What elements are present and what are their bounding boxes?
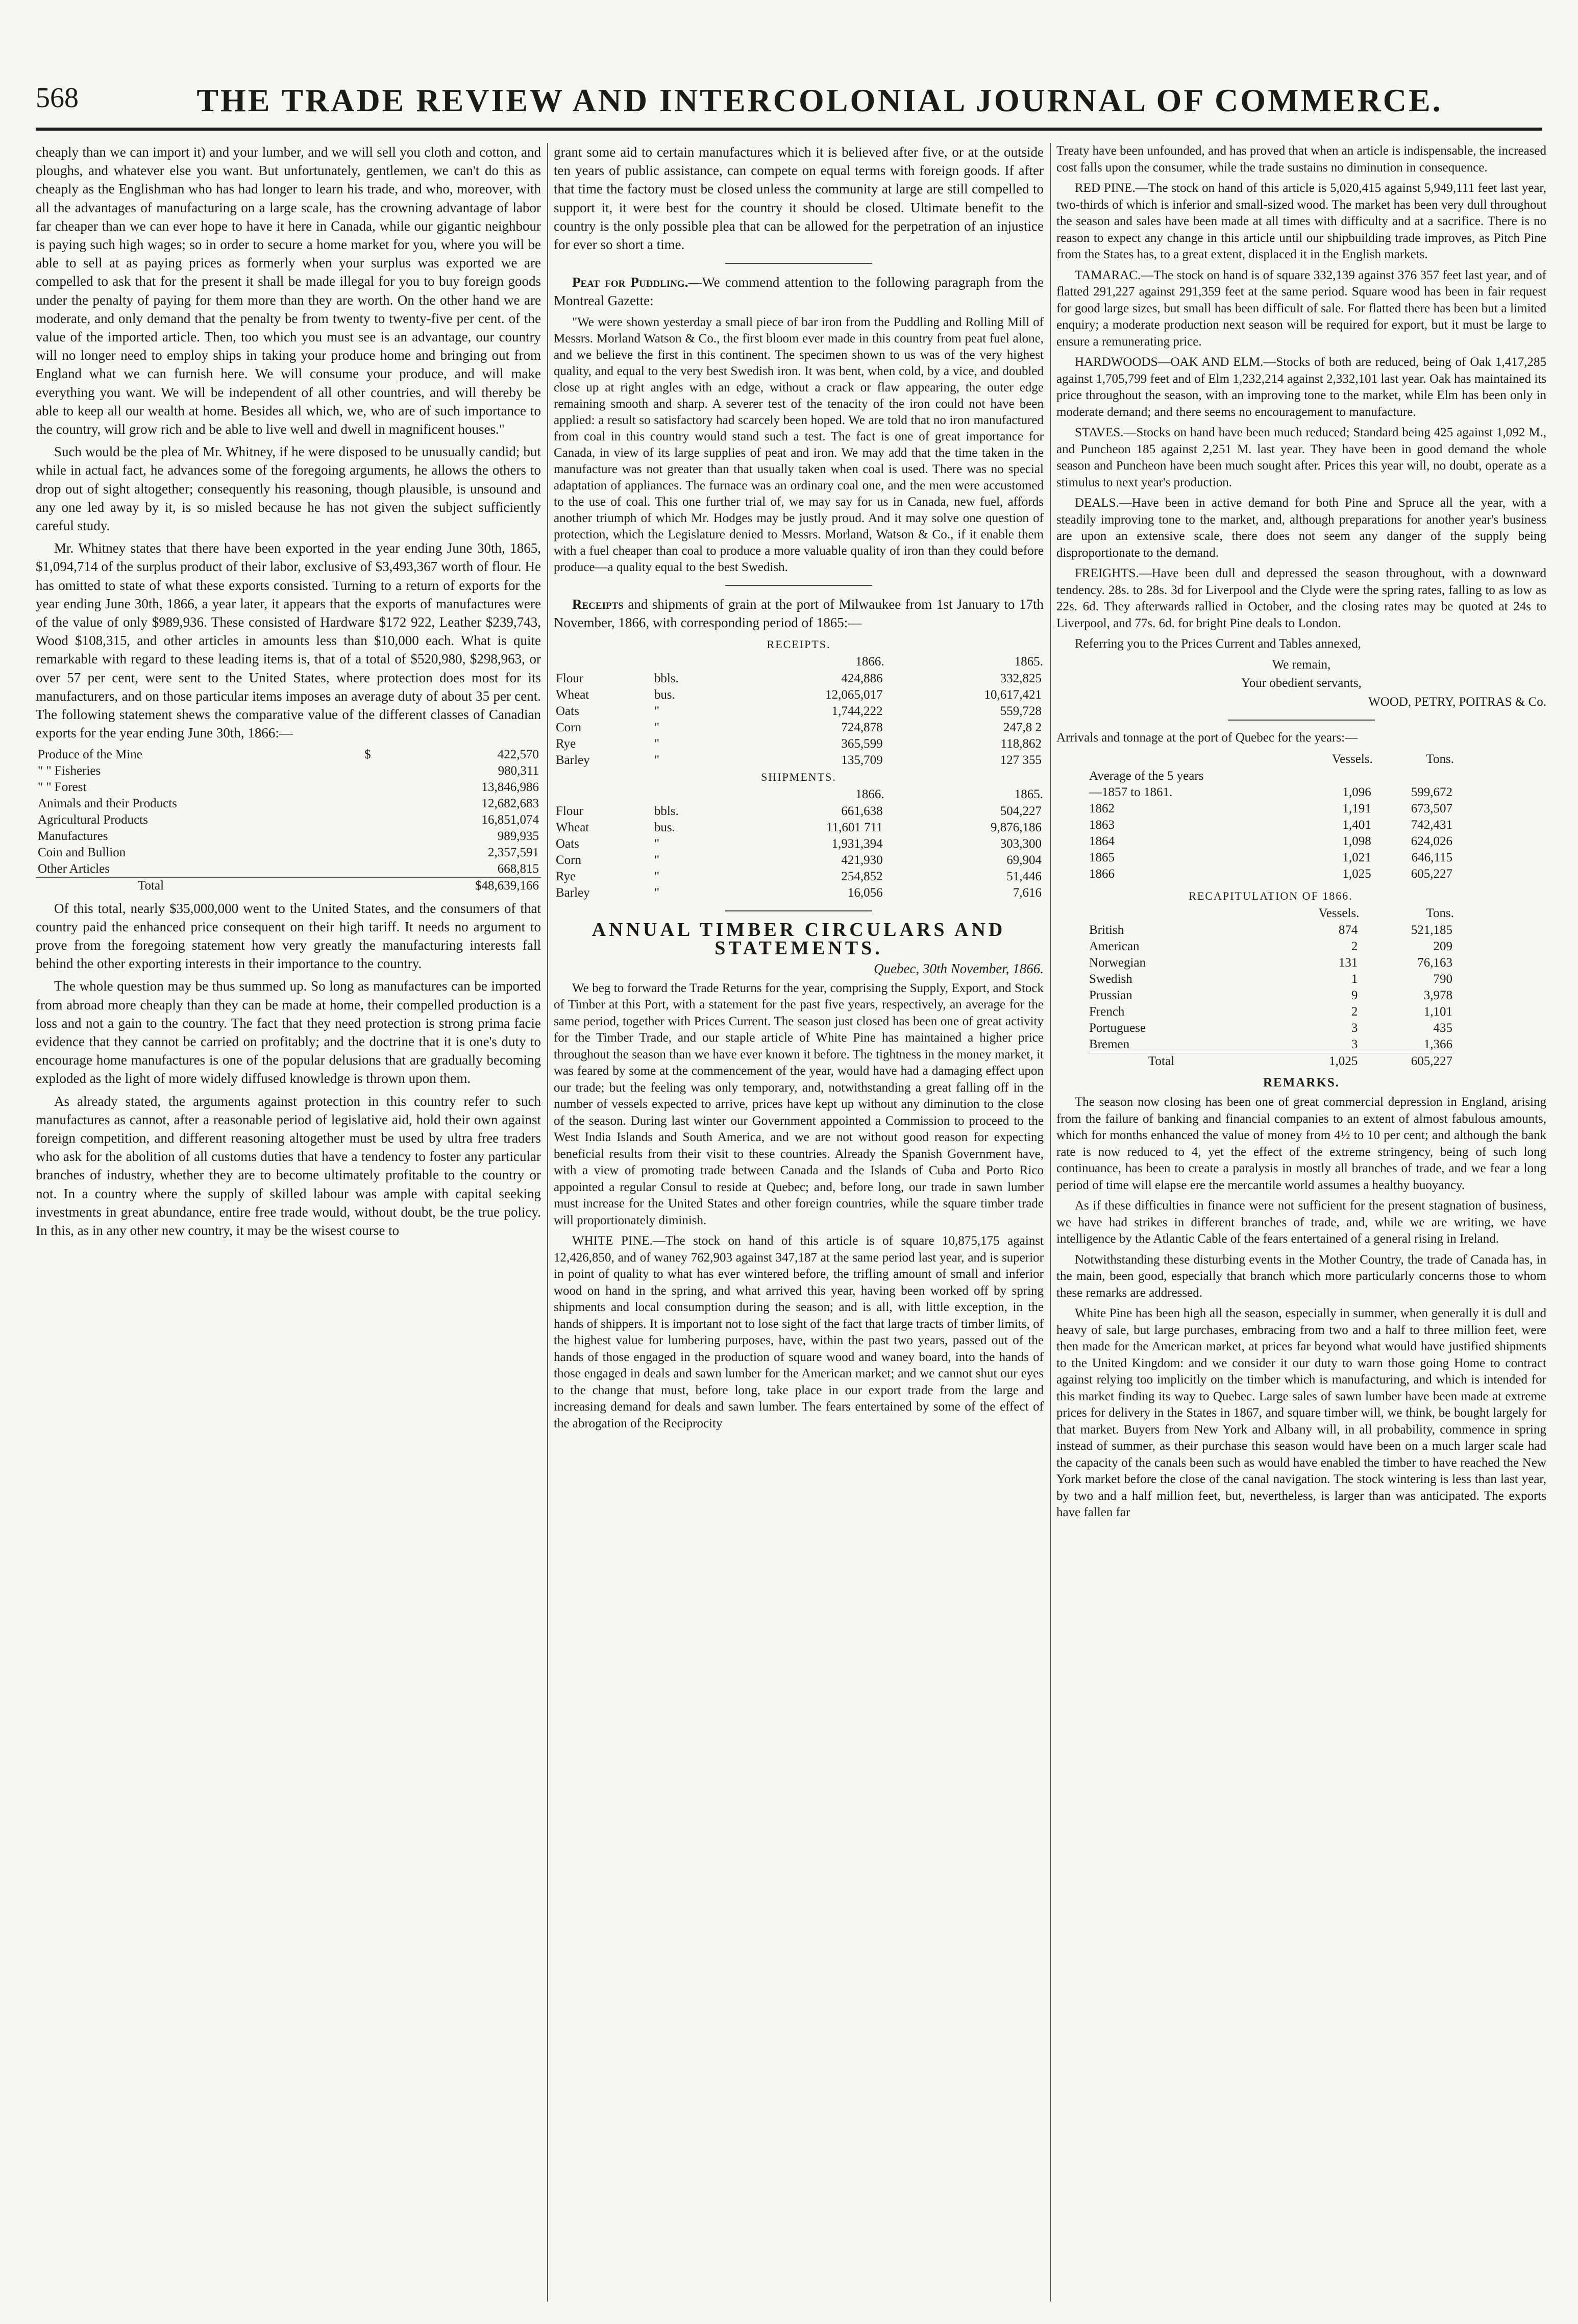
table-cell: —1857 to 1861.	[1089, 785, 1173, 799]
table-cell: Corn	[556, 721, 581, 735]
section-rule	[725, 263, 872, 264]
table-cell	[1299, 768, 1373, 784]
table-cell: 435	[1433, 1021, 1452, 1035]
paragraph: The whole question may be thus summed up. So long as manufactures can be imported from abroad more cheaply than they can be made at home, their compelled production is a loss and not a gain to the country. The fact that they need protection is strong prima facie evidence that they cannot be carried on profitably; and the doctrine that it is one's duty to encourage home manufactures is one of the popular delusions that are gradually becoming exploded as the light of more widely diffused knowledge is thrown upon them.	[36, 978, 541, 1086]
table-cell: 724,878	[841, 721, 883, 735]
table-row	[36, 861, 541, 878]
table-cell	[362, 763, 386, 779]
table-cell: Wheat	[556, 688, 589, 702]
table-cell: "	[654, 853, 660, 868]
table-cell: bus.	[654, 821, 675, 835]
table-cell: "	[654, 721, 660, 735]
table-row	[1087, 784, 1454, 801]
table-cell: bbls.	[654, 672, 679, 686]
table-row	[1087, 817, 1454, 833]
journal-title: THE TRADE REVIEW AND INTERCOLONIAL JOURNAL OF COMMERCE.	[196, 82, 1443, 118]
table-cell: 790	[1433, 972, 1452, 986]
paragraph	[554, 273, 1044, 310]
table-row	[36, 779, 541, 796]
masthead	[36, 77, 1542, 131]
table-row	[554, 803, 1044, 820]
table-cell: 742,431	[1411, 818, 1452, 832]
table-cell: 11,601 711	[826, 821, 883, 835]
paragraph: White Pine has been high all the season, especially in summer, when generally it is dull and heavy of sale, but large purchases, embracing from two and a half to three million feet, were then made for the American market, at prices far beyond what would have justified shipments to the United Kingdom: and we consider it our duty to warn those going Home to contract against relying too implicitly on the timber which is manufacturing, and which is intended for this market finding its way to Quebec. Large sales of sawn lumber have been made at extreme prices for delivery in the States in 1867, and square timber will, we think, be bought largely for that market. Buyers from New York and Albany will, in all probability, commence in spring instead of summer, as their purchase this season would have been on a much larger scale had the capacity of the canals been such as would have enabled the timber to have reached the New York market before the close of the canal navigation. The stock wintering is less than last year, by two and a half million feet, but, nevertheless, is larger than was anticipated. The exports have fallen far	[1056, 1306, 1546, 1519]
table-cell: American	[1089, 939, 1140, 953]
table-cell: Produce of the Mine	[38, 747, 142, 761]
table-cell	[362, 845, 386, 861]
table-cell: Wheat	[556, 821, 589, 835]
table-cell: 10,617,421	[984, 688, 1042, 702]
table-row	[554, 869, 1044, 885]
table-cell: 1863	[1089, 818, 1115, 832]
table-cell: 504,227	[1000, 804, 1042, 819]
table-cell: Total	[1087, 1053, 1273, 1070]
table-cell: 1,931,394	[831, 837, 883, 851]
table-cell: 9	[1351, 988, 1358, 1002]
recapitulation-table	[1087, 887, 1454, 1070]
table-cell: 131	[1338, 955, 1358, 970]
table-cell: 989,935	[497, 829, 539, 843]
paragraph: TAMARAC.—The stock on hand is of square 332,139 against 376 357 feet last year, and of flatted 291,227 against 291,359 feet at the same period. Square wood has been in fair request for good large sizes, but small has been difficult of sale. For flatted there has been but a limited enquiry; a moderate production next season will be required for export, but it must be large to ensure a remunerating price.	[1056, 268, 1546, 349]
table-row	[1087, 866, 1454, 882]
table-cell: 135,709	[841, 753, 883, 768]
table-cell: 7,616	[1013, 886, 1042, 900]
table-cell: British	[1089, 923, 1124, 937]
paragraph: As if these difficulties in finance were not sufficient for the present stagnation of business, we have had strikes in different branches of trade, and, while we are writing, we have intelligence by the Atlantic Cable of the fears entertained of a general rising in Ireland.	[1056, 1199, 1546, 1246]
table-cell: 521,185	[1411, 923, 1452, 937]
column-2	[554, 143, 1044, 2302]
table-row	[554, 836, 1044, 852]
paragraph: Mr. Whitney states that there have been exported in the year ending June 30th, 1865, $1,094,714 of the surplus product of their labor, exclusive of $3,493,367 worth of flour. He has omitted to state of what these exports consisted. Turning to a return of exports for the year ending June 30th, 1866, a year later, it appears that the exports of manufactures were of the value of only $989,936. These consisted of Hardware $172 922, Leather $239,743, Wood $108,315, and other articles in amounts less than $10,000 each. What is quite remarkable with regard to these leading items is, that of a total of $520,980, $298,963, or over 57 per cent, were sent to the United States, where protection does most for its manufacturers, and on those particular items imposes an average duty of about 35 per cent. The following statement shews the comparative value of the different classes of Canadian exports for the year ending June 30th, 1866:—	[36, 540, 541, 741]
table-cell: 1866	[1089, 867, 1115, 881]
table-row	[1087, 801, 1454, 817]
table-cell: 247,8 2	[1003, 721, 1042, 735]
table-row	[1087, 938, 1454, 955]
table-cell: Oats	[556, 837, 579, 851]
table-header-row	[554, 653, 1044, 671]
table-caption-row	[554, 769, 1044, 786]
table-cell: 424,886	[841, 672, 883, 686]
table-cell: 605,227	[1411, 867, 1452, 881]
table-cell: 254,852	[841, 870, 883, 884]
column-divider	[547, 143, 548, 2302]
column-header: 1866.	[855, 787, 884, 802]
column-header: Tons.	[1426, 906, 1454, 920]
column-header: Tons.	[1426, 752, 1454, 766]
table-cell: 2	[1351, 939, 1358, 953]
paragraph: Such would be the plea of Mr. Whitney, if he were disposed to be unusually candid; but while in actual fact, he advances some of the foregoing arguments, he allows the others to drop out of sight altogether; consequently his reasoning, though plausible, is unsound and any one led away by it, is so misled because he has not given the subject sufficiently careful study.	[36, 444, 541, 534]
table-row	[554, 820, 1044, 836]
table-cell: Rye	[556, 737, 576, 751]
table-cell: Average of the 5 years	[1089, 769, 1204, 783]
table-cell: 874	[1338, 923, 1358, 937]
closing: We remain,	[1272, 657, 1331, 672]
table-cell: 1,401	[1342, 818, 1371, 832]
table-cell: Swedish	[1089, 972, 1132, 986]
table-cell: Flour	[556, 672, 584, 686]
quotation: "We were shown yesterday a small piece of bar iron from the Puddling and Rolling Mill of Messrs. Morland Watson & Co., the first bloom ever made in this country from peat fuel alone, and we believe the first in this continent. The specimen shown to us was of the very highest quality, and equal to the very best Swedish iron. It was bent, when cold, by a vice, and doubled close up at right angles with an edge, without a crack or flaw appearing, the outer edge remaining smooth and sharp. A severer test of the tenacity of the iron could not have been applied: a result so satisfactory had scarcely been hoped. We are told that no iron manufactured from coal in this country would stand such a test. The fact is one of great importance for Canada, in view of its large supplies of peat and iron. We may add that the time taken in the manufacture was not greater than that usually taken when coal is used. There was no special adaptation of appliances. The furnace was an ordinary coal one, and the men were accustomed to the use of coal. This one further trial of, we may say for us in Canada, new fuel, affords another triumph of which Mr. Hodges may be justly proud. And it may solve one question of protection, which the Legislature denied to Messrs. Morland, Watson & Co., if it enable them with a fuel cheaper than coal to produce a more valuable quality of iron than they could before produce—a quality equal to the best Swedish.	[554, 315, 1044, 574]
table-cell: 2	[1351, 1004, 1358, 1019]
table-cell: Bremen	[1089, 1037, 1130, 1051]
paragraph: STAVES.—Stocks on hand have been much reduced; Standard being 425 against 1,092 M., and Puncheon 185 against 2,251 M. last year. They have been in good demand the whole season and Puncheon have been much sought after. Prices this year will, no doubt, operate as a stimulus to next year's production.	[1056, 426, 1546, 489]
table-row	[1087, 987, 1454, 1004]
table-cell	[362, 861, 386, 878]
table-cell: "	[654, 753, 660, 768]
table-row	[1087, 922, 1454, 938]
table-cell	[362, 796, 386, 812]
table-cell: 1865	[1089, 850, 1115, 864]
table-cell: 127 355	[1000, 753, 1042, 768]
section-rule	[725, 585, 872, 586]
table-row	[554, 687, 1044, 703]
table-cell: 16,056	[847, 886, 883, 900]
table-cell: 605,227	[1360, 1053, 1454, 1070]
table-cell: Animals and their Products	[38, 796, 177, 810]
column-divider	[1050, 143, 1051, 2302]
closing: Your obedient servants,	[1241, 676, 1362, 690]
table-cell	[362, 779, 386, 796]
table-row	[1087, 955, 1454, 971]
table-cell: 9,876,186	[991, 821, 1042, 835]
table-caption: RECAPITULATION OF 1866.	[1189, 889, 1353, 902]
table-caption: SHIPMENTS.	[761, 771, 836, 784]
paragraph: Treaty have been unfounded, and has proved that when an article is indispensable, the increased cost falls upon the consumer, while the trade sustains no diminution in consequence.	[1056, 144, 1546, 175]
table-cell	[362, 828, 386, 845]
table-cell: 3	[1351, 1021, 1358, 1035]
table-row	[554, 703, 1044, 720]
table-cell: "	[654, 870, 660, 884]
table-caption-row	[554, 636, 1044, 653]
table-cell: 365,599	[841, 737, 883, 751]
table-cell: 1,025	[1342, 867, 1371, 881]
table-cell: 1	[1351, 972, 1358, 986]
table-row	[36, 796, 541, 812]
table-cell	[362, 812, 386, 828]
dateline: Quebec, 30th November, 1866.	[874, 961, 1044, 977]
table-cell: 1864	[1089, 834, 1115, 848]
exports-table	[36, 747, 541, 894]
paragraph: Referring you to the Prices Current and Tables annexed,	[1075, 637, 1361, 651]
table-cell: Prussian	[1089, 988, 1132, 1002]
table-cell: Rye	[556, 870, 576, 884]
table-cell: $48,639,166	[386, 877, 541, 894]
paragraph: Arrivals and tonnage at the port of Quebec for the years:—	[1056, 731, 1358, 745]
table-header-row	[1087, 751, 1454, 768]
table-row	[1087, 1036, 1454, 1053]
table-cell: 118,862	[1000, 737, 1042, 751]
table-cell: Other Articles	[38, 861, 110, 876]
table-cell: 3,978	[1423, 988, 1452, 1002]
paragraph: WHITE PINE.—The stock on hand of this article is of square 10,875,175 against 12,426,850, and of waney 762,903 against 347,187 at the same period last year, and is superior in point of quality to what has ever wintered before, the trifling amount of small and inferior wood on hand in the spring, and what arrived this year, having been worked off by spring shipments and local consumption during the season; and is all, with little exception, in the hands of shippers. It is important not to lose sight of the fact that large tracts of timber limits, of the highest value for lumbering purposes, have, within the past two years, passed out of the hands of those engaged in the production of square wood and waney board, into the hands of those engaged in deals and sawn lumber for the American market; and we cannot shut our eyes to the change that must, before long, take place in our export trade from the large and increasing demand for deals and sawn lumber. The fears entertained by some of the effect of the abrogation of the Reciprocity	[554, 1234, 1044, 1430]
table-cell: 421,930	[841, 853, 883, 868]
table-cell: 599,672	[1411, 785, 1452, 799]
table-cell: 980,311	[498, 763, 539, 778]
total-row	[36, 877, 541, 894]
page-number: 568	[36, 82, 79, 114]
table-row	[36, 763, 541, 779]
table-cell: Barley	[556, 886, 590, 900]
table-cell	[1373, 768, 1454, 784]
table-cell: 209	[1433, 939, 1452, 953]
table-cell: bus.	[654, 688, 675, 702]
column-header: 1866.	[855, 655, 884, 669]
table-cell: 16,851,074	[481, 812, 539, 827]
section-rule	[1228, 720, 1375, 721]
table-cell: 422,570	[497, 747, 539, 761]
table-cell: Barley	[556, 753, 590, 768]
table-row	[36, 845, 541, 861]
table-row	[36, 828, 541, 845]
table-cell: 12,065,017	[825, 688, 883, 702]
table-caption: RECEIPTS.	[767, 638, 831, 651]
table-row	[1087, 1004, 1454, 1020]
table-cell: 668,815	[497, 861, 539, 876]
table-cell: Norwegian	[1089, 955, 1146, 970]
arrivals-table	[1087, 751, 1454, 882]
table-cell: Oats	[556, 704, 579, 719]
column-1	[36, 143, 541, 2302]
paragraph: As already stated, the arguments against protection in this country refer to such manufactures as cannot, after a reasonable period of legislative aid, hold their own against foreign competition, and different reasoning altogether must be used by ultra free traders who ask for the abolition of all customs duties that have a tendency to foster any particular branches of industry, whether they are to become ultimately profitable to the country or not. In a country where the supply of skilled labour was ample with capital seeking investments in great abundance, entire free trade would, without doubt, be the true policy. In this, as in any other new country, it may be the wisest course to	[36, 1093, 541, 1238]
table-cell: 1,021	[1342, 850, 1371, 864]
paragraph: grant some aid to certain manufactures which it is believed after five, or at the outside ten years of public assistance, can compete on equal terms with foreign goods. If after that time the factory must be closed unless the community at large are still compelled to support it, it were best for the country it should be closed. Ultimate benefit to the country is the only possible plea that can be allowed for the perpetration of an injustice for ever so short a time.	[554, 144, 1044, 253]
table-row	[1087, 768, 1454, 784]
paragraph: Of this total, nearly $35,000,000 went to the United States, and the consumers of that country paid the enhanced price consequent on their high tariff. It needs no argument to prove from the foregoing statement how very greatly the manufacturing interests fall behind the other exporting interests in their importance to the country.	[36, 900, 541, 972]
table-row	[1087, 833, 1454, 850]
paragraph	[554, 595, 1044, 632]
table-cell: 12,682,683	[481, 796, 539, 810]
table-cell: 646,115	[1411, 850, 1452, 864]
table-header-row	[554, 786, 1044, 803]
table-cell: 303,300	[1000, 837, 1042, 851]
table-row	[36, 747, 541, 763]
column-header: Vessels.	[1332, 752, 1373, 766]
paragraph: DEALS.—Have been in active demand for both Pine and Spruce all the year, with a steadily improving tone to the market, and, although preparations for another year's business are upon an extensive scale, there does not seem any danger of the supply being disproportionate to the demand.	[1056, 496, 1546, 560]
table-row	[1087, 1020, 1454, 1036]
table-cell: Total	[36, 877, 362, 894]
table-cell: 332,825	[1000, 672, 1042, 686]
grain-table	[554, 636, 1044, 901]
table-cell: French	[1089, 1004, 1125, 1019]
paragraph-text: —We commend attention to the following paragraph from the Montreal Gazette:	[554, 275, 1044, 309]
table-cell: 1,366	[1423, 1037, 1452, 1051]
table-cell: 69,904	[1006, 853, 1042, 868]
paragraph: We beg to forward the Trade Returns for the year, comprising the Supply, Export, and Stock of Timber at this Port, with a statement for the past five years, respectively, an average for the same period, together with Prices Current. The season just closed has been one of great activity for the Timber Trade, and our staple article of White Pine has maintained a higher price throughout the season than we have ever known it before. The tightness in the money market, it was feared by some at the commencement of the year, would have had a damaging effect upon our trade; but the feeling was only temporary, and, notwithstanding a great falling off in the number of vessels expected to arrive, prices have kept up without any diminution to the close of the season. During last winter our Government appointed a Commission to proceed to the West India Islands and South America, and we are not without good reason for expecting beneficial results from their visit to these countries. Already the Spanish Government have, with a view of promoting trade between Canada and the Islands of Cuba and Porto Rico appointed a regular Consul to reside at Quebec; and, before long, our trade in sawn lumber must increase for the United States and other foreign countries, while the square timber trade will proportionately diminish.	[554, 981, 1044, 1227]
column-header: 1865.	[1014, 655, 1043, 669]
paragraph: HARDWOODS—OAK AND ELM.—Stocks of both are reduced, being of Oak 1,417,285 against 1,705,799 feet and of Elm 1,232,214 against 2,332,101 last year. Oak has maintained its price throughout the season, with an improving tone to the market, while Elm has been only in moderate demand; and there seems no encouragement to manufacture.	[1056, 355, 1546, 419]
table-cell: bbls.	[654, 804, 679, 819]
signature: WOOD, PETRY, POITRAS & Co.	[1368, 695, 1546, 709]
table-cell: 51,446	[1006, 870, 1042, 884]
table-cell: "	[654, 837, 660, 851]
section-rule	[725, 910, 872, 911]
table-cell: 76,163	[1417, 955, 1452, 970]
section-heading: REMARKS.	[1263, 1075, 1340, 1090]
table-cell: Portuguese	[1089, 1021, 1146, 1035]
paragraph: The season now closing has been one of great commercial depression in England, arising from the failure of banking and financial companies to an extent of almost fabulous amounts, which for months enhanced the value of money from 4½ to 10 per cent; and although the bank rate is now reduced to 4, yet the effect of the extreme stringency, being of such long continuance, has been to create a paralysis in mostly all branches of trade, and we fear a long period of time will elapse ere the mercantile world assumes a healthy buoyancy.	[1056, 1095, 1546, 1192]
column-3	[1056, 143, 1546, 2302]
paragraph: RED PINE.—The stock on hand of this article is 5,020,415 against 5,949,111 feet last year, two-thirds of which is inferior and small-sized wood. The market has been very dull throughout the season and sales have been made at all times with difficulty and at a sacrifice. There is no reason to expect any change in this article until our shipbuilding trade improves, as Pitch Pine from the States has, to a great extent, displaced it in the English markets.	[1056, 181, 1546, 261]
table-cell: Coin and Bullion	[38, 845, 126, 859]
table-cell: "	[654, 737, 660, 751]
table-cell: " " Fisheries	[38, 763, 101, 778]
table-cell: 624,026	[1411, 834, 1452, 848]
column-header: 1865.	[1014, 787, 1043, 802]
table-cell: 673,507	[1411, 801, 1452, 815]
table-header-row	[1087, 905, 1454, 922]
total-row	[1087, 1053, 1454, 1070]
paragraph: FREIGHTS.—Have been dull and depressed the season throughout, with a downward tendency. 28s. to 28s. 3d for Liverpool and the Clyde were the spring rates, falling to as low as 22s. 6d. They afterwards rallied in October, and the closing rates may be quoted at 24s to Liverpool, and 77s. 6d. for bright Pine deals to London.	[1056, 566, 1546, 630]
table-row	[36, 812, 541, 828]
table-row	[554, 736, 1044, 752]
table-cell: 13,846,986	[481, 780, 539, 794]
paragraph-lead: Receipts	[572, 596, 624, 612]
table-row	[1087, 850, 1454, 866]
table-cell: 1,096	[1342, 785, 1371, 799]
table-cell: 1,744,222	[831, 704, 883, 719]
table-cell: 559,728	[1000, 704, 1042, 719]
table-cell: 1,101	[1423, 1004, 1452, 1019]
table-cell: Corn	[556, 853, 581, 868]
table-cell: " " Forest	[38, 780, 87, 794]
table-caption-row	[1087, 887, 1454, 905]
table-cell: 1,191	[1342, 801, 1371, 815]
paragraph-text: and shipments of grain at the port of Milwaukee from 1st January to 17th November, 1866, with corresponding period of 1865:—	[554, 596, 1044, 630]
paragraph-lead: Peat for Puddling.	[572, 275, 688, 290]
table-row	[554, 752, 1044, 769]
table-row	[1087, 971, 1454, 987]
table-cell: 3	[1351, 1037, 1358, 1051]
table-row	[554, 852, 1044, 869]
section-heading: ANNUAL TIMBER CIRCULARS AND STATEMENTS.	[591, 919, 1006, 959]
table-row	[554, 671, 1044, 687]
table-cell: 1862	[1089, 801, 1115, 815]
table-cell: 661,638	[841, 804, 883, 819]
table-row	[554, 885, 1044, 901]
table-cell: Agricultural Products	[38, 812, 148, 827]
table-cell: 1,025	[1273, 1053, 1360, 1070]
paragraph: cheaply than we can import it) and your lumber, and we will sell you cloth and cotton, and ploughs, and whatever else you want. But unfortunately, gentlemen, we can't do this as cheaply as the Englishman who has had longer to learn his trade, and who, moreover, with all the advantages of manufacturing on a large scale, has the crowning advantage of labor far cheaper than we can ever hope to have it here in Canada, while our gigantic neighbour is paying such high wages; so in order to secure a home market for you, where you will be able to sell at as paying prices as formerly when your surplus was exported we are compelled to ask that for the present it shall be made illegal for you to buy foreign goods under the penalty of paying for them more than they are worth. On the other hand we are moderate, and only demand that the penalty be from twenty to twenty-five per cent. of the value of the imported article. Then, too which you must see is an advantage, our country will no longer need to employ ships in taking your produce home and bringing out from England what we can furnish here. We will consume your produce, and will make everything you want. We will be independent of all other countries, and will thereby be able to keep all our wealth at home. Besides all which, we, who are of such importance to the country, will grow rich and be able to live well and dwell in magnificent houses."	[36, 144, 541, 437]
table-cell: 1,098	[1342, 834, 1371, 848]
table-cell: "	[654, 704, 660, 719]
table-row	[554, 720, 1044, 736]
table-cell: $	[364, 747, 371, 761]
table-cell: "	[654, 886, 660, 900]
table-cell: Manufactures	[38, 829, 108, 843]
paragraph: Notwithstanding these disturbing events in the Mother Country, the trade of Canada has, in the main, been good, especially that branch which more particularly concerns those to whom these remarks are addressed.	[1056, 1252, 1546, 1300]
table-cell: 2,357,591	[488, 845, 539, 859]
table-cell: Flour	[556, 804, 584, 819]
column-header: Vessels.	[1318, 906, 1360, 920]
